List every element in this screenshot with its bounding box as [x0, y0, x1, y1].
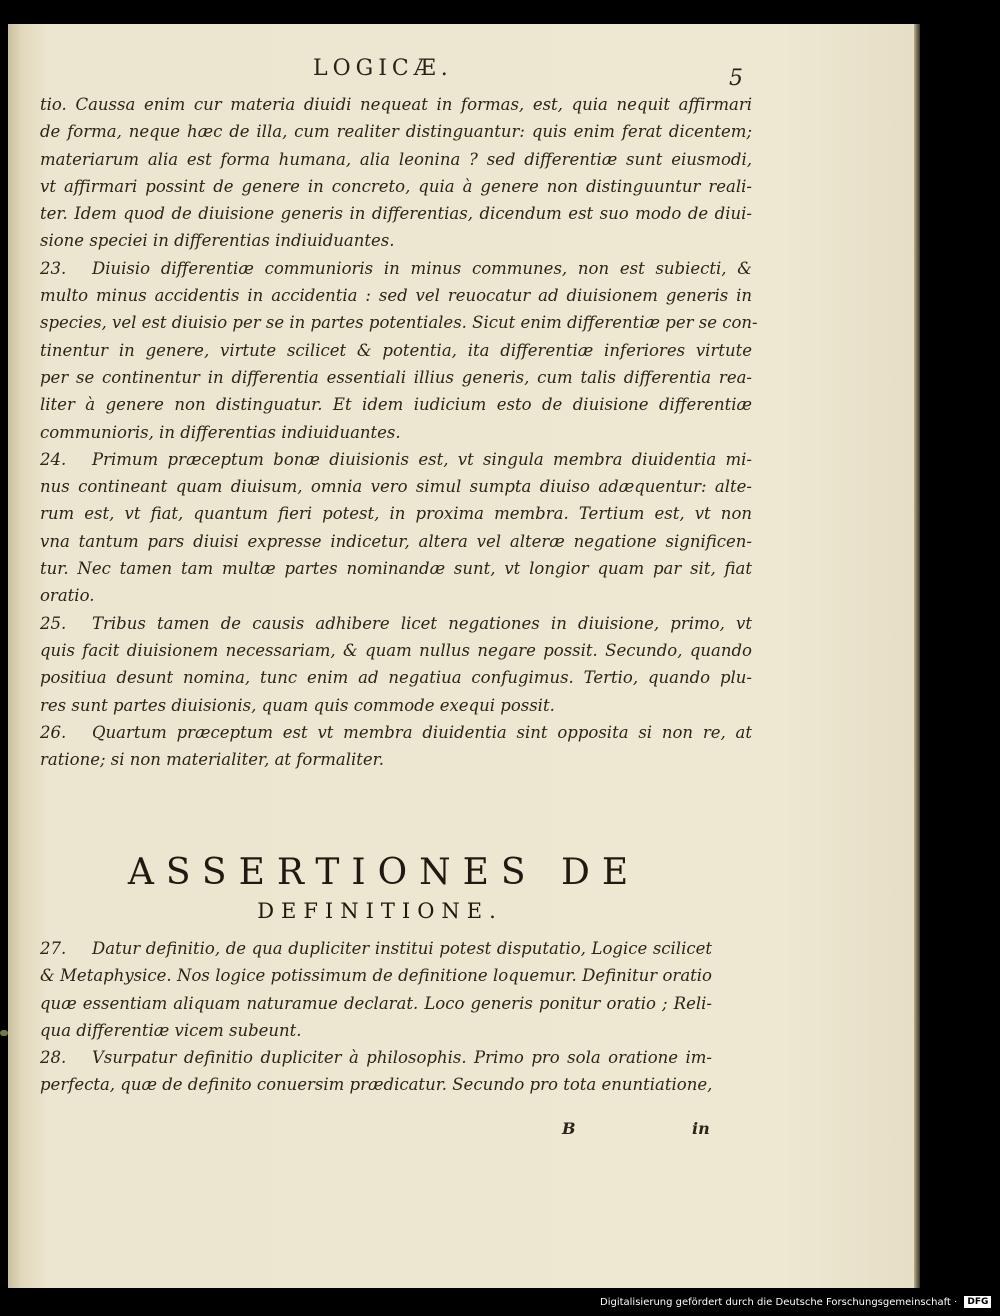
text-line: ratione; si non materialiter, at formaliter.: [40, 750, 384, 770]
text-line: liter à genere non distinguatur. Et idem iudicium esto de diuisione differentiæ: [40, 395, 752, 415]
paragraph-number: 23.: [40, 258, 67, 278]
paragraph-number: 27.: [40, 939, 67, 958]
running-head: [0, 56, 1000, 96]
text-line: Datur definitio, de qua dupliciter institui potest disputatio, Logice scilicet: [92, 939, 712, 958]
page-number: 5: [729, 66, 743, 91]
text-line: materiarum alia est forma humana, alia leonina ? sed differentiæ sunt eiusmodi,: [40, 149, 752, 169]
paragraph-24-line: [40, 446, 752, 473]
credit-text: Digitalisierung gefördert durch die Deutsche Forschungsgemeinschaft ·: [600, 1297, 958, 1308]
page-edge: [914, 24, 920, 1288]
dfg-logo: DFG: [964, 1296, 991, 1308]
second-text-block: [40, 935, 712, 1099]
text-line: Primum præceptum bonæ diuisionis est, vt singula membra diuidentia mi-: [92, 449, 752, 469]
text-line: multo minus accidentis in accidentia : sed vel reuocatur ad diuisionem generis in: [40, 286, 752, 306]
text-line: res sunt partes diuisionis, quam quis commode exequi possit.: [40, 695, 555, 715]
text-line: rum est, vt fiat, quantum fieri potest, in proxima membra. Tertium est, vt non: [40, 504, 752, 524]
catch-line: [0, 1119, 1000, 1147]
text-line: Diuisio differentiæ communioris in minus communes, non est subiecti, &: [92, 258, 752, 278]
text-line: quæ essentiam aliquam naturamue declarat. Loco generis ponitur oratio ; Reli-: [40, 993, 712, 1013]
running-title: LOGICÆ.: [313, 56, 453, 81]
text-line: communioris, in differentias indiuiduantes.: [40, 422, 401, 442]
section-heading: [0, 852, 760, 923]
paragraph-number: 25.: [40, 613, 67, 633]
text-line: positiua desunt nomina, tunc enim ad negatiua confugimus. Tertio, quando plu-: [40, 668, 752, 688]
text-line: per se continentur in differentia essentiali illius generis, cum talis differentia rea-: [40, 367, 752, 387]
text-line: Vsurpatur definitio dupliciter à philosophis. Primo pro sola oratione im-: [92, 1048, 712, 1068]
text-line: & Metaphysice. Nos logice potissimum de definitione loquemur. Definitur oratio: [40, 966, 712, 986]
text-line: nus contineant quam diuisum, omnia vero simul sumpta diuiso adæquentur: alte-: [40, 477, 752, 497]
paragraph-number: 24.: [40, 449, 67, 469]
text-line: ter. Idem quod de diuisione generis in differentias, dicendum est suo modo de diui-: [40, 204, 752, 224]
binding-mark: [0, 1030, 8, 1036]
text-line: de forma, neque hæc de illa, cum realiter distinguantur: quis enim ferat dicentem;: [40, 122, 752, 142]
text-line: oratio.: [40, 586, 95, 606]
signature-mark: B: [562, 1119, 576, 1138]
text-line: Quartum præceptum est vt membra diuidentia sint opposita si non re, at: [92, 722, 752, 742]
text-line: quis facit diuisionem necessariam, & quam nullus negare possit. Secundo, quando: [40, 640, 752, 660]
text-line: species, vel est diuisio per se in partes potentiales. Sicut enim differentiæ per se con-: [40, 313, 758, 333]
text-line: tio. Caussa enim cur materia diuidi nequeat in formas, est, quia nequit affirmari: [40, 95, 752, 114]
main-text-block: [40, 91, 758, 773]
paragraph-27-line: [40, 935, 712, 962]
paragraph-25-line: [40, 610, 752, 637]
text-line: vt affirmari possint de genere in concreto, quia à genere non distinguuntur reali-: [40, 176, 752, 196]
text-line: Tribus tamen de causis adhibere licet negationes in diuisione, primo, vt: [92, 613, 752, 633]
text-line: vna tantum pars diuisi expresse indicetur, altera vel alteræ negatione significen-: [40, 531, 752, 551]
paragraph-26-line: [40, 719, 752, 746]
text-line: sione speciei in differentias indiuiduantes.: [40, 231, 395, 251]
catchword: in: [692, 1119, 710, 1138]
paragraph-number: 28.: [40, 1048, 67, 1068]
paragraph-23-line: [40, 255, 752, 282]
text-line: tinentur in genere, virtute scilicet & potentia, ita differentiæ inferiores virtute: [40, 340, 752, 360]
digitization-credit: [600, 1296, 1000, 1316]
text-line: tur. Nec tamen tam multæ partes nominandæ sunt, vt longior quam par sit, fiat: [40, 559, 752, 579]
heading-line-2: DEFINITIONE.: [257, 899, 503, 923]
text-line: qua differentiæ vicem subeunt.: [40, 1020, 302, 1040]
heading-line-1: ASSERTIONES DE: [127, 852, 641, 893]
paragraph-28-line: [40, 1044, 712, 1071]
text-line: perfecta, quæ de definito conuersim prædicatur. Secundo pro tota enuntiatione,: [40, 1075, 713, 1095]
paragraph-number: 26.: [40, 722, 67, 742]
